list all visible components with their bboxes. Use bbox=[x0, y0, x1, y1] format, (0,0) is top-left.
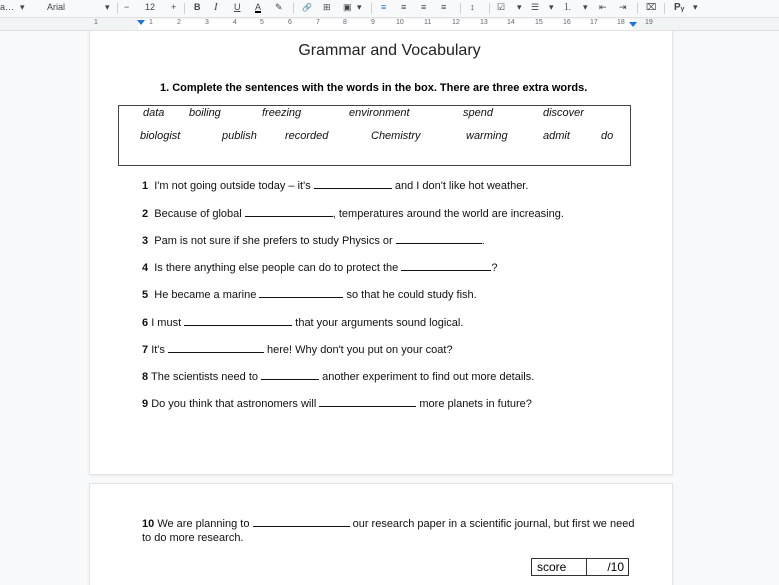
bullet-dropdown-icon[interactable]: ▾ bbox=[549, 2, 554, 12]
question-7 bbox=[142, 344, 453, 356]
question-text-before: I must bbox=[151, 317, 182, 329]
text-color-button[interactable]: A bbox=[255, 2, 262, 12]
numbered-dropdown-icon[interactable]: ▾ bbox=[583, 2, 588, 12]
ruler-number: 5 bbox=[260, 19, 264, 26]
question-8 bbox=[142, 371, 534, 383]
question-number: 4 bbox=[142, 262, 149, 274]
divider bbox=[637, 3, 638, 14]
answer-blank[interactable] bbox=[261, 371, 319, 380]
answer-blank[interactable] bbox=[245, 208, 333, 217]
question-number: 10 bbox=[142, 518, 155, 530]
document-title: Grammar and Vocabulary bbox=[298, 42, 481, 59]
ruler-number: 9 bbox=[371, 19, 375, 26]
question-text-before: Pam is not sure if she prefers to study Physics or bbox=[154, 235, 393, 247]
clear-formatting-icon[interactable]: ⌧ bbox=[646, 2, 657, 12]
divider bbox=[664, 3, 665, 14]
input-tools-dropdown-icon[interactable]: ▾ bbox=[693, 2, 698, 12]
word-box-word: Chemistry bbox=[371, 130, 421, 142]
input-tools-button[interactable]: Pᵧ bbox=[674, 2, 685, 13]
ruler-number: 16 bbox=[563, 19, 571, 26]
question-text-before: The scientists need to bbox=[150, 371, 258, 383]
answer-blank[interactable] bbox=[401, 262, 491, 271]
divider bbox=[460, 3, 461, 14]
question-text-after: and I don't like hot weather. bbox=[394, 180, 529, 192]
question-text-before: I'm not going outside today – it's bbox=[154, 180, 311, 192]
question-6 bbox=[142, 317, 463, 329]
answer-blank[interactable] bbox=[184, 317, 292, 326]
word-box bbox=[118, 105, 631, 166]
question-10 bbox=[142, 517, 642, 545]
question-5 bbox=[142, 289, 477, 301]
style-dropdown-icon[interactable]: ▾ bbox=[20, 2, 25, 12]
word-box-word: boiling bbox=[189, 107, 221, 119]
question-number: 6 bbox=[142, 317, 149, 329]
word-box-word: biologist bbox=[140, 130, 181, 142]
decrease-indent-icon[interactable]: ⇤ bbox=[599, 2, 607, 12]
right-indent-marker[interactable] bbox=[629, 22, 637, 27]
highlight-pen-icon[interactable]: ✎ bbox=[275, 2, 283, 12]
question-text-after: another experiment to find out more details. bbox=[322, 371, 535, 383]
image-dropdown-icon[interactable]: ▾ bbox=[357, 2, 362, 12]
ruler-number: 17 bbox=[590, 19, 598, 26]
question-text-after: our research paper in a scientific journal, but first we need to do more research. bbox=[142, 518, 635, 544]
ruler-number: 2 bbox=[177, 19, 181, 26]
word-box-word: recorded bbox=[285, 130, 329, 142]
word-box-word: do bbox=[601, 130, 614, 142]
divider bbox=[184, 3, 185, 14]
word-box-word: environment bbox=[349, 107, 410, 119]
question-text-before: Do you think that astronomers will bbox=[151, 398, 317, 410]
question-number: 1 bbox=[142, 180, 149, 192]
question-text-after: . bbox=[481, 235, 485, 247]
question-number: 3 bbox=[142, 235, 149, 247]
question-text-after: here! Why don't you put on your coat? bbox=[267, 344, 453, 356]
question-text-after: more planets in future? bbox=[419, 398, 532, 410]
ruler-number: 8 bbox=[343, 19, 347, 26]
ruler-number: 12 bbox=[452, 19, 460, 26]
word-box-word: freezing bbox=[262, 107, 302, 119]
word-box-word: warming bbox=[466, 130, 508, 142]
line-spacing-icon[interactable]: ↕ bbox=[470, 2, 475, 12]
ruler-number: 1 bbox=[94, 19, 98, 26]
italic-button[interactable]: I bbox=[214, 1, 218, 13]
question-4 bbox=[142, 262, 497, 274]
bullet-list-icon[interactable]: ☰ bbox=[531, 2, 540, 12]
font-dropdown-icon[interactable]: ▾ bbox=[105, 2, 110, 12]
checklist-dropdown-icon[interactable]: ▾ bbox=[517, 2, 522, 12]
word-box-word: discover bbox=[543, 107, 584, 119]
word-box-word: spend bbox=[463, 107, 493, 119]
ruler-number: 4 bbox=[233, 19, 237, 26]
left-indent-marker[interactable] bbox=[137, 20, 145, 25]
question-text-before: Because of global bbox=[154, 208, 242, 220]
increase-indent-icon[interactable]: ⇥ bbox=[619, 2, 627, 12]
word-box-word: publish bbox=[222, 130, 257, 142]
question-text-after: ? bbox=[491, 262, 498, 274]
score-label: score bbox=[532, 559, 587, 575]
question-text-after: so that he could study fish. bbox=[346, 289, 477, 301]
question-9 bbox=[142, 398, 532, 410]
question-text-before: We are planning to bbox=[157, 518, 250, 530]
question-text-before: It's bbox=[151, 344, 165, 356]
answer-blank[interactable] bbox=[168, 344, 264, 353]
score-total: /10 bbox=[607, 560, 624, 574]
divider bbox=[489, 3, 490, 14]
question-number: 2 bbox=[142, 208, 149, 220]
question-text-before: He became a marine bbox=[154, 289, 257, 301]
question-text-after: , temperatures around the world are increasing. bbox=[332, 208, 564, 220]
align-center-icon[interactable]: ≡ bbox=[401, 2, 407, 12]
ruler-number: 19 bbox=[645, 19, 653, 26]
ruler-number: 6 bbox=[288, 19, 292, 26]
word-box-word: data bbox=[143, 107, 165, 119]
checklist-icon[interactable]: ☑ bbox=[497, 2, 506, 12]
underline-button[interactable]: U bbox=[234, 2, 241, 12]
ruler-number: 7 bbox=[316, 19, 320, 26]
ruler-number: 15 bbox=[535, 19, 543, 26]
question-3 bbox=[142, 235, 485, 247]
align-right-icon[interactable]: ≡ bbox=[421, 2, 427, 12]
link-icon[interactable]: 🔗 bbox=[302, 3, 312, 12]
style-select[interactable]: a… bbox=[0, 2, 15, 12]
toolbar bbox=[0, 0, 779, 17]
font-select[interactable]: Arial bbox=[47, 2, 66, 12]
answer-blank[interactable] bbox=[259, 289, 343, 298]
answer-blank[interactable] bbox=[396, 235, 482, 244]
question-1 bbox=[142, 180, 528, 192]
answer-blank[interactable] bbox=[314, 180, 392, 189]
comment-icon[interactable]: ⊞ bbox=[323, 2, 331, 12]
divider bbox=[117, 3, 118, 14]
align-justify-icon[interactable]: ≡ bbox=[441, 2, 447, 12]
question-2 bbox=[142, 208, 564, 220]
question-number: 8 bbox=[142, 371, 149, 383]
word-box-word: admit bbox=[543, 130, 570, 142]
question-text-after: that your arguments sound logical. bbox=[295, 317, 464, 329]
score-box bbox=[531, 558, 629, 576]
image-icon[interactable]: ▣ bbox=[343, 2, 352, 12]
ruler bbox=[0, 17, 779, 31]
ruler-content-area bbox=[138, 19, 633, 30]
question-text-before: Is there anything else people can do to protect the bbox=[154, 262, 399, 274]
ruler-number: 3 bbox=[205, 19, 209, 26]
question-number: 7 bbox=[142, 344, 149, 356]
divider bbox=[293, 3, 294, 14]
question-number: 5 bbox=[142, 289, 149, 301]
answer-blank[interactable] bbox=[319, 398, 416, 407]
ruler-number: 10 bbox=[396, 19, 404, 26]
divider bbox=[371, 3, 372, 14]
bold-button[interactable]: B bbox=[194, 2, 201, 12]
exercise-instruction: 1. Complete the sentences with the words in the box. There are three extra words. bbox=[160, 82, 588, 94]
align-left-icon[interactable]: ≡ bbox=[381, 2, 387, 12]
ruler-number: 13 bbox=[480, 19, 488, 26]
ruler-number: 11 bbox=[424, 19, 432, 26]
ruler-number: 1 bbox=[149, 19, 153, 26]
question-number: 9 bbox=[142, 398, 149, 410]
numbered-list-icon[interactable]: ⒈ bbox=[563, 2, 573, 12]
font-size-decrease-button[interactable]: − bbox=[124, 2, 130, 12]
font-size-increase-button[interactable]: + bbox=[171, 2, 177, 12]
answer-blank[interactable] bbox=[253, 518, 350, 527]
font-size-input[interactable]: 12 bbox=[145, 2, 156, 12]
ruler-number: 18 bbox=[617, 19, 625, 26]
ruler-number: 14 bbox=[507, 19, 515, 26]
